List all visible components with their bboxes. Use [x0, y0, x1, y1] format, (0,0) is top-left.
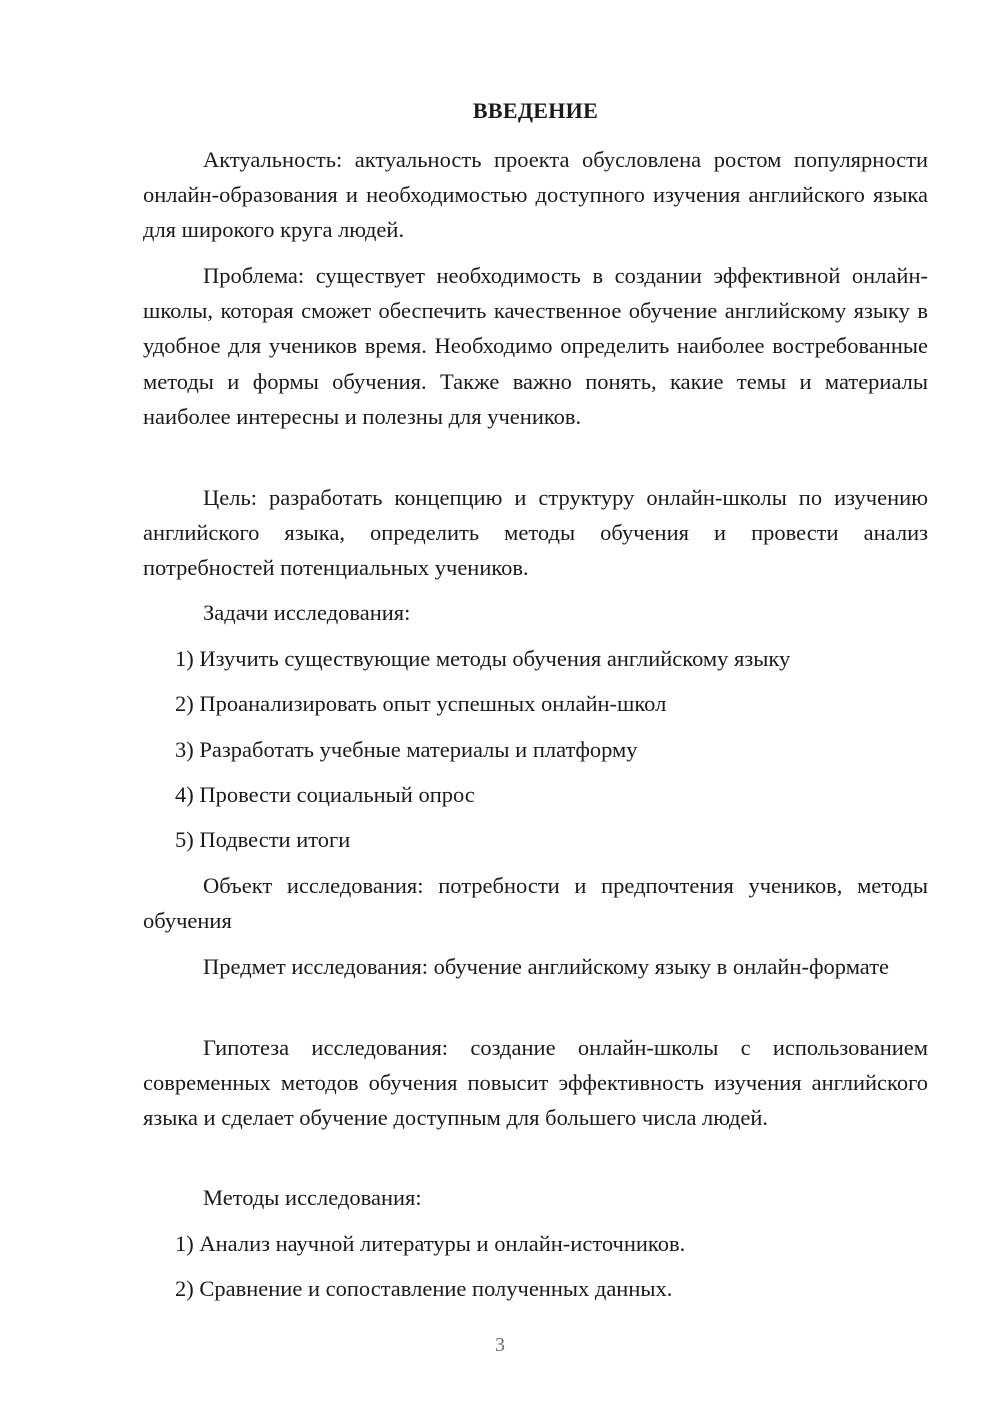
- method-item: 2) Сравнение и сопоставление полученных данных.: [175, 1276, 673, 1301]
- page-number: 3: [495, 1334, 505, 1356]
- goal-paragraph: Цель: разработать концепцию и структуру онлайн-школы по изучению английского языка, определить методы обучения и провести анализ потребностей потенциальных учеников.: [143, 485, 928, 581]
- section-title: ВВЕДЕНИЕ: [472, 98, 599, 123]
- subject-paragraph: Предмет исследования: обучение английскому языку в онлайн-формате: [203, 954, 890, 979]
- task-item: 5) Подвести итоги: [175, 827, 351, 852]
- object-paragraph: Объект исследования: потребности и предпочтения учеников, методы обучения: [143, 873, 928, 934]
- methods-heading: Методы исследования:: [203, 1185, 422, 1210]
- problem-paragraph: Проблема: существует необходимость в создании эффективной онлайн-школы, которая сможет обеспечить качественное обучение английскому языку в удобное для учеников время. Необходимо определить наиболее востребованные методы и формы обучения. Также важно понять, какие темы и материалы наиболее интересны и полезны для учеников.: [143, 263, 928, 429]
- tasks-heading: Задачи исследования:: [203, 600, 411, 625]
- task-item: 3) Разработать учебные материалы и платформу: [175, 737, 638, 762]
- relevance-paragraph: Актуальность: актуальность проекта обусловлена ростом популярности онлайн-образования и необходимостью доступного изучения английского языка для широкого круга людей.: [143, 147, 928, 243]
- task-item: 1) Изучить существующие методы обучения английскому языку: [175, 646, 791, 671]
- task-item: 4) Провести социальный опрос: [175, 782, 475, 807]
- task-item: 2) Проанализировать опыт успешных онлайн-школ: [175, 691, 667, 716]
- method-item: 1) Анализ научной литературы и онлайн-источников.: [175, 1231, 686, 1256]
- hypothesis-paragraph: Гипотеза исследования: создание онлайн-школы с использованием современных методов обучения повысит эффективность изучения английского языка и сделает обучение доступным для большего числа людей.: [143, 1035, 928, 1131]
